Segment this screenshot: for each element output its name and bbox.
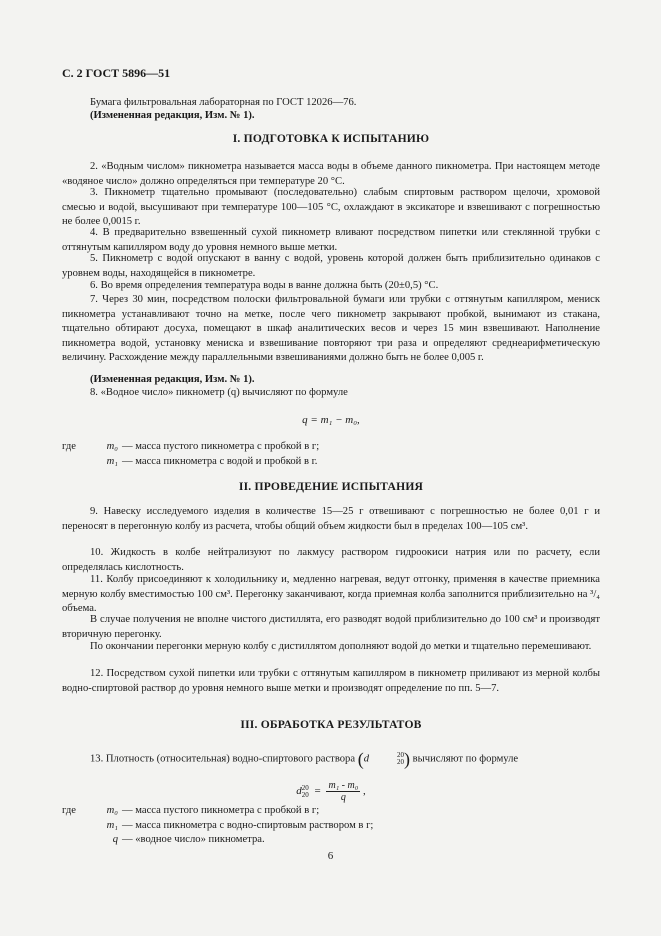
definition-row <box>62 440 600 455</box>
density-fraction <box>326 780 360 803</box>
fraction-denominator: q <box>340 792 346 803</box>
page-header: С. 2 ГОСТ 5896—51 <box>62 66 171 80</box>
formula-density-subscript: 20 <box>301 790 309 799</box>
section-1-title: I. ПОДГОТОВКА К ИСПЫТАНИЮ <box>232 132 430 145</box>
paragraph-10: 10. Жидкость в колбе нейтрализуют по лакмусу раствором гидроокиси натрия или по расчету, если определялась кислотность. <box>62 547 600 573</box>
formula-density <box>62 780 600 803</box>
formula-density-symbol: d <box>296 785 302 798</box>
definition-row <box>62 455 600 470</box>
paragraph-7: 7. Через 30 мин, посредством полоски фильтровальной бумаги или трубки с оттянутым капилляром, мениск пикнометра устанавливают точно на метке, после чего пикнометр закрывают пробкой, вынимают из стакана, тщательно обтирают досуха, помещают в шкаф аналитических весов и через 15 мин взвешивают. Наполнение пикнометра водой, установку мениска и взвешивание повторяют три раза и определяют среднеарифметическую величину. Расхождение между параллельными взвешиваниями должно быть не более 0,005 г. <box>62 294 600 364</box>
definition-symbol: m₁ <box>106 819 118 831</box>
definition-row <box>62 833 600 848</box>
definition-lead: где <box>62 805 76 816</box>
definition-text: — «водное число» пикнометра. <box>122 834 265 845</box>
fraction-numerator: m₁ - m₀ <box>328 780 359 791</box>
definition-lead: где <box>62 441 76 452</box>
paragraph-7-amendment-note: (Измененная редакция, Изм. № 1). <box>90 374 255 385</box>
definition-text: — масса пустого пикнометра с пробкой в г; <box>122 805 320 816</box>
formula-1-definitions <box>62 440 600 469</box>
density-subscript: 20 <box>397 758 404 767</box>
density-symbol: d <box>363 753 369 765</box>
formula-density-end: , <box>362 785 366 798</box>
definition-row <box>62 819 600 834</box>
definition-text: — масса пикнометра с водно-спиртовым раствором в г; <box>122 819 374 831</box>
definition-symbol: q <box>112 834 118 845</box>
paragraph-13-tail: вычисляют по формуле <box>412 753 519 765</box>
formula-density-superscript: 20 <box>301 783 309 792</box>
paragraph-5: 5. Пикнометр с водой опускают в ванну с водой, уровень которой должен быть приблизительно одинаков с уровнем воды, находящейся в пикнометре. <box>62 253 600 279</box>
definition-symbol: m₀ <box>106 441 118 452</box>
paragraph-12: 12. Посредством сухой пипетки или трубки с оттянутым капилляром в пикнометр приливают из мерной колбы водно-спиртовой раствор до уровня немного выше метки и производят определение по пп. 5—7. <box>62 668 600 694</box>
definition-symbol: m₀ <box>106 805 118 816</box>
formula-2-definitions <box>62 804 600 848</box>
paragraph-13 <box>62 749 600 769</box>
close-paren: ) <box>404 749 410 769</box>
paragraph-11-repeat-distillation: В случае получения не вполне чистого дистиллята, его разводят водой приблизительно до 100 см³ и производят вторичную перегонку. <box>62 614 600 640</box>
paragraph-2: 2. «Водным числом» пикнометра называется масса воды в объеме данного пикнометра. При настоящем методе «водяное число» должно определяться при температуре 20 °С. <box>62 161 600 187</box>
page-number: 6 <box>327 850 334 862</box>
definition-text: — масса пустого пикнометра с пробкой в г; <box>122 441 320 452</box>
formula-water-number: q = m₁ − m₀, <box>302 414 360 426</box>
section-2-title: II. ПРОВЕДЕНИЕ ИСПЫТАНИЯ <box>238 480 424 493</box>
density-superscript: 20 <box>397 751 404 760</box>
density-indices <box>369 752 404 766</box>
definition-text: — масса пикнометра с водой и пробкой в г. <box>122 455 318 467</box>
paragraph-9: 9. Навеску исследуемого изделия в количестве 15—25 г отвешивают с погрешностью не более 0,01 г и переносят в перегонную колбу из расчета, чтобы общий объем жидкости был в пределах 100—105 см³. <box>62 506 600 532</box>
paragraph-4: 4. В предварительно взвешенный сухой пикнометр вливают посредством пипетки или стеклянной трубки с оттянутым капилляром воду до уровня немного выше метки. <box>62 227 600 253</box>
open-paren: ( <box>357 749 364 769</box>
paragraph-11-final-mixing: По окончании перегонки мерную колбу с дистиллятом дополняют водой до метки и тщательно перемешивают. <box>90 641 592 652</box>
paragraph-13-text: 13. Плотность (относительная) водно-спиртового раствора <box>90 753 356 765</box>
definition-symbol: m₁ <box>106 455 118 467</box>
formula-density-indices <box>302 785 309 799</box>
definition-row <box>62 804 600 819</box>
paragraph-6: 6. Во время определения температура воды в ванне должна быть (20±0,5) °С. <box>90 280 439 291</box>
paragraph-3: 3. Пикнометр тщательно промывают (последовательно) слабым спиртовым раствором щелочи, хромовой смесью и водой, высушивают при температуре 100—105 °С, охлаждают в эксикаторе и взвешивают с погрешностью не более 0,0015 г. <box>62 187 600 228</box>
paragraph-8: 8. «Водное число» пикнометр (q) вычисляют по формуле <box>90 387 348 398</box>
section-3-title: III. ОБРАБОТКА РЕЗУЛЬТАТОВ <box>240 718 422 731</box>
intro-amendment-note: (Измененная редакция, Изм. № 1). <box>90 110 255 121</box>
paragraph-11: 11. Колбу присоединяют к холодильнику и, медленно нагревая, ведут отгонку, применяя в качестве приемника мерную колбу вместимостью 100 см³. Перегонку заканчивают, когда приемная колба заполнится приблизительно на ³/₄ объема. <box>62 574 600 615</box>
intro-paragraph: Бумага фильтровальная лабораторная по ГОСТ 12026—76. <box>90 97 357 108</box>
equals-sign: = <box>314 785 321 798</box>
